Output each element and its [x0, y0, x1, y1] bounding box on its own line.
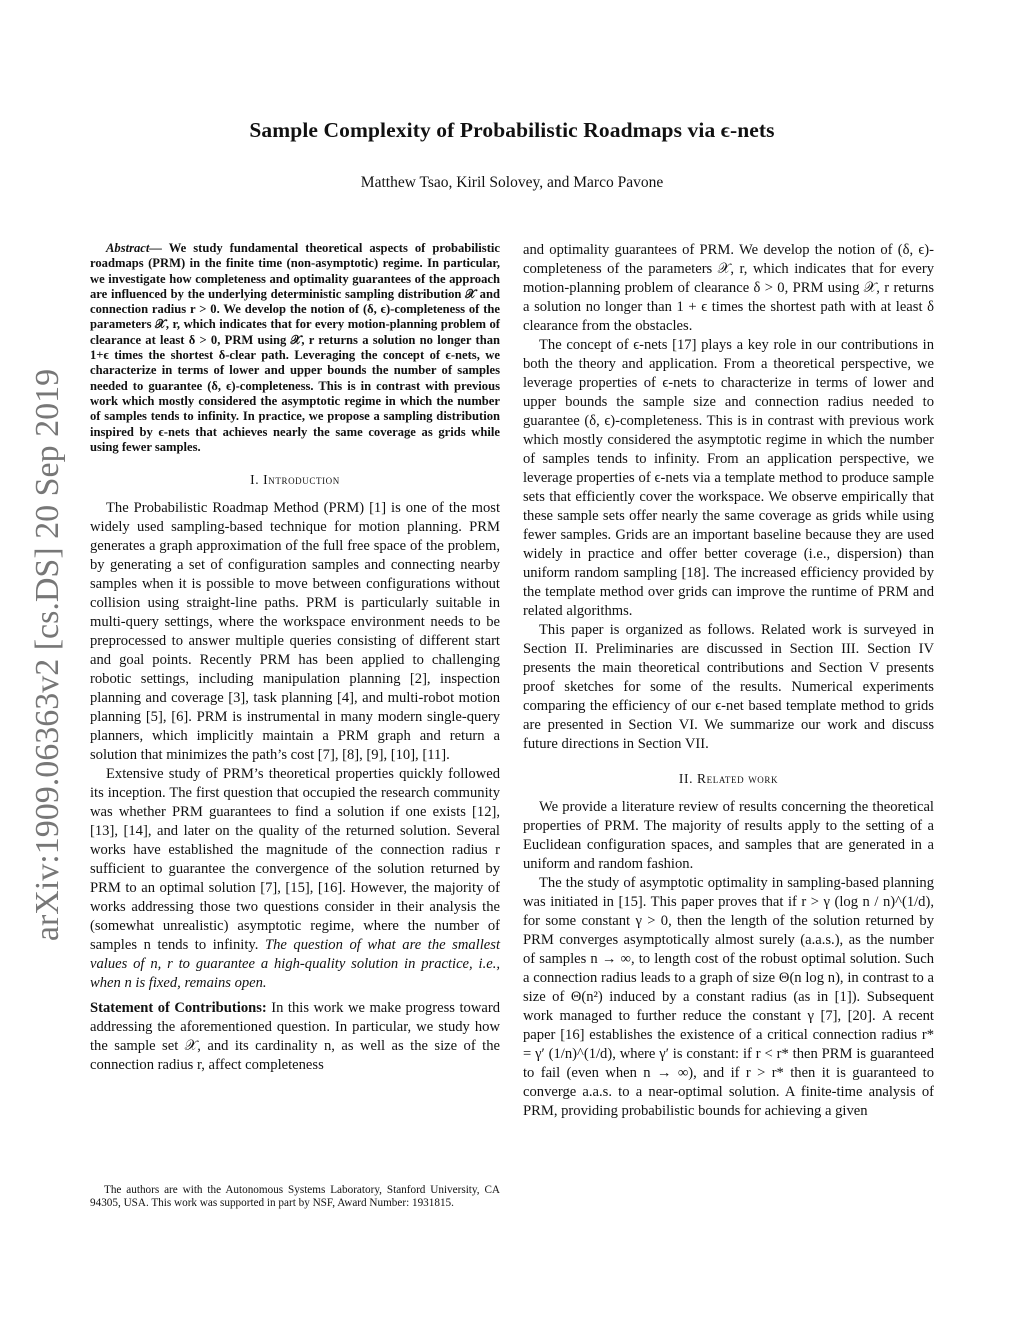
intro-paragraph-1: The Probabilistic Roadmap Method (PRM) [1] is one of the most widely used sampling-based technique for motion planning. PRM generates a graph approximation of the full free space of the problem, by generating a set of configuration samples and connecting nearby samples when it is possible to move between configurations without collision using straight-line paths. PRM is particularly suitable in multi-query settings, where the workspace environment needs to be preprocessed to answer multiple queries consisting of different start and goal points. Recently PRM has been applied to challenging robotic settings, including manipulation planning [2], inspection planning and coverage [3], task planning [4], and multi-robot motion planning [5], [6]. PRM is instrumental in many modern single-query planners, which implicitly maintain a PRM graph and return a solution that minimizes the path’s cost [7], [8], [9], [10], [11].	[90, 500, 500, 764]
contributions-text: In this work we make progress toward addressing the aforementioned question. In particular, we study how the sample set 𝒳, and its cardinality n, as well as the size of the connection radius r, affect completeness	[90, 1000, 500, 1074]
author-footnote: The authors are with the Autonomous Systems Laboratory, Stanford University, CA 94305, USA. This work was supported in part by NSF, Award Number: 1931815.	[90, 1184, 500, 1210]
abstract-text: We study fundamental theoretical aspects of probabilistic roadmaps (PRM) in the finite time (non-asymptotic) regime. In particular, we investigate how completeness and optimality guarantees of the approach are influenced by the underlying deterministic sampling distribution 𝒳 and connection radius r > 0. We develop the notion of (δ, ϵ)-completeness of the parameters 𝒳, r, which indicates that for every motion-planning problem of clearance at least δ > 0, PRM using 𝒳, r returns a solution no longer than 1+ϵ times the shortest δ-clear path. Leveraging the concept of ϵ-nets, we characterize in terms of lower and upper bounds the number of samples needed to guarantee (δ, ϵ)-completeness. This is in contrast with previous work which mostly considered the asymptotic regime in which the number of samples tends to infinity. In practice, we propose a sampling distribution inspired by ϵ-nets that achieves nearly the same coverage as grids while using fewer samples.	[90, 241, 500, 454]
related-work-paragraph-1: We provide a literature review of results concerning the theoretical properties of PRM. The majority of results apply to the setting of a Euclidean configuration spaces, and samples that are generated in a uniform and random fashion.	[523, 799, 934, 872]
intro-open-question: The question of what are the smallest values of n, r to guarantee a high-quality solution in practice, i.e., when n is fixed, remains open.	[90, 937, 501, 992]
section-heading-introduction: I. Introduction	[250, 472, 340, 488]
epsilon-nets-paragraph: The concept of ϵ-nets [17] plays a key role in our contributions in both the theory and application. From a theoretical perspective, we leverage properties of ϵ-nets to characterize in terms of lower and upper bounds the sample size and connection radius needed to guarantee (δ, ϵ)-completeness. This is in contrast with previous work which mostly considered the asymptotic regime in which the number of samples tends to infinity. From an application perspective, we leverage properties of ϵ-nets via a template method to produce sample sets that efficiently cover the workspace. We observe empirically that these sample sets offer nearly the same coverage as grids while using fewer samples. Grids are an important baseline because they are used widely in practice and offer better coverage (i.e., dispersion) than uniform random sampling [18]. The increased efficiency provided by the template method over grids can improve the runtime of PRM and related algorithms.	[523, 337, 934, 619]
abstract-label: Abstract—	[106, 241, 162, 255]
arxiv-stamp	[28, 365, 68, 945]
intro-paragraph-2	[90, 765, 500, 993]
related-work-paragraph-2: The the study of asymptotic optimality in sampling-based planning was initiated in [15]. This paper proves that if r > γ (log n / n)^(1/d), for some constant γ > 0, then the length of the solution returned by PRM converges asymptotically almost surely (a.a.s.), as the number of samples n → ∞, to length cost of the robust optimal solution. Such a connection radius leads to a graph of size Θ(n log n), in contrast to a size of Θ(n²) induced by a constant radius (as in [1]). Subsequent work managed to further reduce the constant γ [7], [20]. A recent paper [16] establishes the existence of a critical connection radius r* = γ′ (1/n)^(1/d), where γ′ is constant: if r < r* then PRM is guaranteed to fail (even when n → ∞), and if r > r* then it is guaranteed to converge a.a.s. to a near-optimal solution. A finite-time analysis of PRM, providing probabilistic bounds for achieving a given	[523, 875, 934, 1119]
contributions-continued: and optimality guarantees of PRM. We develop the notion of (δ, ϵ)-completeness of the parameters 𝒳, r, which indicates that for every motion-planning problem of clearance δ > 0, PRM using 𝒳, r returns a solution no longer than 1 + ϵ times the shortest path with at least δ clearance from the obstacles.	[523, 242, 934, 334]
right-column	[523, 241, 934, 1121]
organization-paragraph: This paper is organized as follows. Related work is surveyed in Section II. Preliminaries are discussed in Section III. Section IV presents the main theoretical contributions and Section V presents proof sketches for some of the results. Numerical experiments comparing the efficiency of our ϵ-net based template method to grids are presented in Section VI. We summarize our work and discuss future directions in Section VII.	[523, 622, 934, 752]
contributions-label: Statement of Contributions:	[90, 1000, 267, 1017]
intro-paragraph-2-text: Extensive study of PRM’s theoretical properties quickly followed its inception. The first question that occupied the research community was whether PRM guarantees to find a solution if one exists [12], [13], [14], and later on the quality of the returned solution. Several works have established the magnitude of the connection radius r sufficient to guarantee the convergence of the solution returned by PRM to an optimal solution [7], [15], [16]. However, the majority of works addressing those two questions consider in their analysis the (somewhat unrealistic) asymptotic regime, where the number of samples n tends to infinity.	[90, 766, 500, 954]
left-column	[90, 241, 500, 1075]
section-heading-related-work: II. Related work	[678, 771, 779, 786]
arxiv-stamp-text: arXiv:1909.06363v2 [cs.DS] 20 Sep 2019	[29, 368, 67, 942]
paper-title: Sample Complexity of Probabilistic Roadmaps via ϵ-nets	[249, 118, 775, 142]
abstract	[90, 241, 500, 455]
contributions-paragraph	[90, 999, 500, 1075]
paper-authors: Matthew Tsao, Kiril Solovey, and Marco Pavone	[360, 174, 664, 191]
